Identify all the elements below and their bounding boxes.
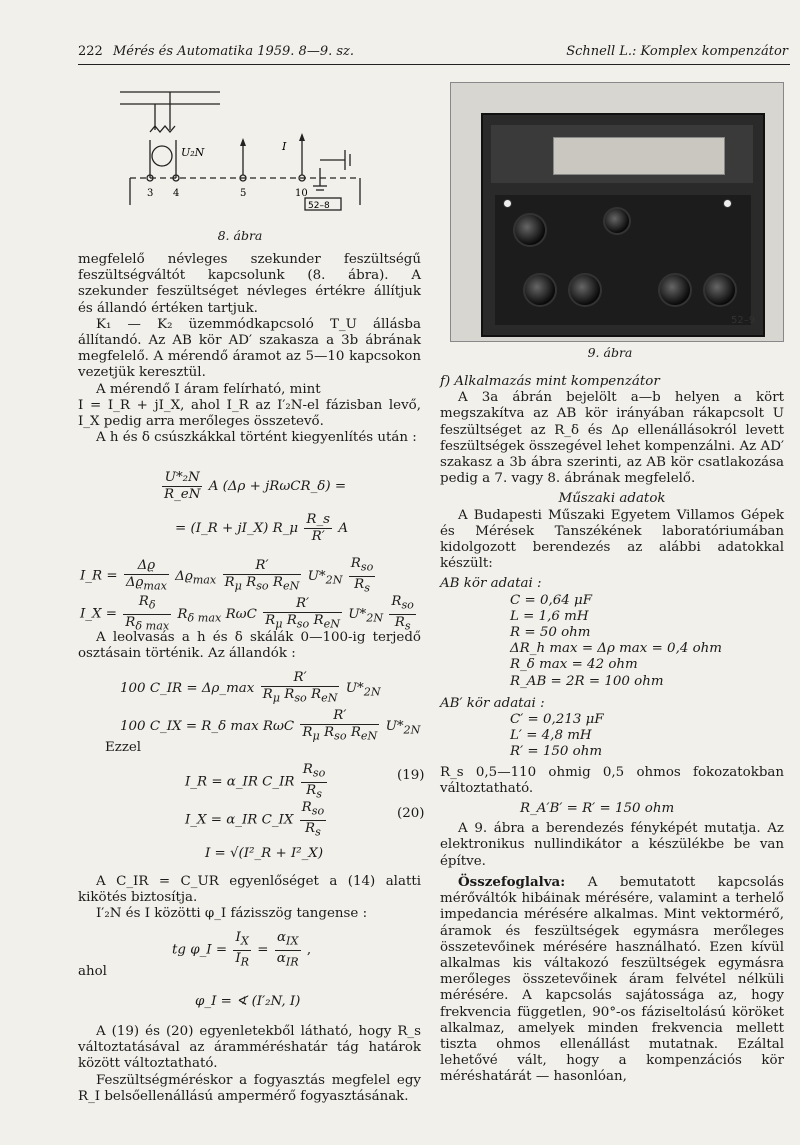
right-paragraph-1: A 3a ábrán bejelölt a—b helyen a kört megszakítva az AB kör irányában rákapcsolt U feszültséget az R_δ és Δρ ellenállásokról levett feszültségek összegével lehet kompenzálni. Az AD′ szakasz a 3b ábra szerinti, az AB kör csatlakozása pedig a 7. vagy 8. ábrának megfelelő. (440, 390, 784, 487)
eq2-tail: A (338, 521, 348, 536)
eq1-numerator: U*₂N (162, 470, 202, 487)
figure-9-photo (450, 82, 784, 342)
left-bottom-paragraphs (78, 1024, 421, 1105)
tg-lhs: tg φ_I = (172, 942, 228, 958)
equation-phase: φ_I = ∢ (I′₂N, I) (195, 994, 301, 1009)
left-paragraph-7: A C_IR = C_UR egyenlőséget a (14) alatti kikötés biztosítja. (78, 874, 421, 906)
abp-value: L′ = 4,8 mH (510, 728, 592, 744)
ix-lhs: I_X = (80, 606, 117, 622)
equation-c-ix: 100 C_IX = R_δ max RωC $\frac{R'}{R_\mu R_{so} R_{eN}}$ $U*_{2N}$ (120, 708, 421, 743)
fig8-label-u2n: U₂N (181, 146, 205, 159)
abp-value: R′ = 150 ohm (510, 744, 603, 760)
scale-window (553, 137, 725, 175)
left-paragraph-2: K₁ — K₂ üzemmódkapcsoló T_U állásba állítandó. Az AB kör AD′ szakasza a 3b ábrának megfelelő. A mérendő áramot az 5—10 kapcsokon vezetjük keresztül. (78, 316, 421, 381)
figure-9-caption: 9. ábra (587, 345, 633, 360)
equation-balance (160, 470, 346, 503)
ab-value: R_δ max = 42 ohm (510, 657, 638, 673)
equation-20: I_X = α_IR C_IX $\frac{R_{so}}{R_s}$ (185, 800, 325, 839)
fig8-plate-label: 52–8 (308, 201, 330, 211)
fig8-terminal-4: 4 (173, 188, 180, 199)
summary-paragraph (440, 874, 784, 1086)
eq1-rest: A (Δρ + jRωCR_δ) = (208, 479, 347, 494)
ab-value: R_AB = 2R = 100 ohm (510, 673, 664, 689)
article-running-title: Schnell L.: Komplex kompenzátor (566, 44, 788, 59)
right-paragraph-2: A Budapesti Műszaki Egyetem Villamos Gépek és Mérések Tanszékének laboratóriumában kidolgozott berendezés az alábbi adatokkal készült: (440, 507, 784, 572)
ab-value: R = 50 ohm (510, 625, 591, 641)
ab-circuit-title: AB kör adatai : (440, 576, 542, 592)
knob-2 (603, 207, 631, 235)
left-paragraph-10: Feszültségméréskor a fogyasztás megfelel egy R_I belsőellenállású ampermérő fogyasztásának. (78, 1072, 421, 1104)
summary-label: Összefoglalva: (458, 873, 566, 890)
right-paragraph-3: A 9. ábra a berendezés fényképét mutatja. Az elektronikus nullindikátor a készülékbe be van építve. (440, 821, 784, 869)
knob-4 (568, 273, 602, 307)
ahol-label: ahol (78, 964, 107, 979)
abp-circuit-title: AB′ kör adatai : (440, 695, 545, 711)
fig8-terminal-10: 10 (295, 188, 308, 199)
equation-balance-2 (175, 512, 348, 545)
equation-magnitude: I = √(I²_R + I²_X) (205, 846, 324, 861)
equation-tangent: tg φ_I = $\frac{I_X}{I_R}$ = $\frac{\alpha_{IX}}{\alpha_{IR}}$ , (172, 930, 312, 969)
ezzel-label: Ezzel (105, 740, 142, 755)
figure-8-caption: 8. ábra (217, 228, 263, 243)
left-middle-paragraphs (78, 874, 421, 923)
fig8-terminal-5: 5 (240, 188, 247, 199)
left-column-top (78, 252, 421, 446)
left-paragraph-4: I = I_R + jI_X, ahol I_R az I′₂N-el fázisban levő, I_X pedig arra merőleges összetevő. (78, 397, 421, 430)
equation-ix: I_X = $\frac{R_\delta}{R_{\delta max}}$ $R_{\delta max}$ RωC $\frac{R'}{R_\mu R_{so} R_{eN}}$ $U*_{2N}$ $\frac{R_{so}}{R_s}$ (80, 594, 414, 633)
equation-ir: I_R = $\frac{\Delta ϱ}{\Delta ϱ_{max}}$ $\Delta ϱ_{max}$ $\frac{R'}{R_\mu R_{so} R_{eN}}$ $U*_{2N}$ $\frac{R_{so}}{R_s}$ (80, 556, 374, 595)
section-f-title (440, 374, 784, 390)
eq2-numerator: R_s (306, 512, 331, 527)
left-paragraph-8: I′₂N és I közötti φ_I fázisszög tangense : (96, 906, 368, 922)
knob-5 (658, 273, 692, 307)
abp-value: C′ = 0,213 μF (510, 712, 604, 728)
knob-6 (703, 273, 737, 307)
right-column (440, 374, 784, 1086)
left-p6-text: A leolvasás a h és δ skálák 0—100-ig terjedő osztásain történik. Az állandók : (78, 630, 421, 662)
eq2-text: = (I_R + jI_X) R_μ (175, 521, 299, 536)
instrument-case (481, 113, 765, 337)
page-header-left (78, 44, 354, 59)
left-paragraph-6 (78, 630, 421, 662)
abp-circuit-values (440, 712, 784, 761)
fig8-terminal-3: 3 (147, 188, 154, 199)
left-paragraph-3: A mérendő I áram felírható, mint (96, 381, 321, 397)
equation-20-number: (20) (397, 806, 425, 821)
rs-range: R_s 0,5—110 ohmig 0,5 ohmos fokozatokban változtatható. (440, 764, 784, 796)
terminal-2 (723, 199, 732, 208)
header-rule (78, 64, 790, 65)
eq1-denominator: R_eN (164, 487, 201, 502)
eq2-denominator: R′ (311, 529, 325, 544)
ab-value: ΔR_h max = Δρ max = 0,4 ohm (510, 641, 722, 657)
left-paragraph-5: A h és δ csúszkákkal történt kiegyenlítés után : (96, 430, 417, 446)
equation-19: I_R = α_IR C_IR $\frac{R_{so}}{R_s}$ (185, 762, 326, 801)
equation-c-ir: 100 C_IR = Δρ_max $\frac{R'}{R_\mu R_{so} R_{eN}}$ $U*_{2N}$ (120, 670, 381, 705)
section-f-text: f) Alkalmazás mint kompenzátor (440, 374, 660, 389)
photo-plate-label: 52–9 (731, 315, 756, 326)
figure-8-circuit (110, 80, 380, 225)
page-number: 222 (78, 44, 103, 59)
ir-lhs: I_R = (80, 568, 118, 584)
left-paragraph-9: A (19) és (20) egyenletekből látható, hogy R_s változtatásával az áramméréshatár tág határok között változtatható. (78, 1024, 421, 1072)
c-ix-text: 100 C_IX = R_δ max RωC (120, 718, 295, 734)
tech-data-title: Műszaki adatok (558, 491, 666, 507)
ab-circuit-values (440, 593, 784, 690)
summary-text: A bemutatott kapcsolás mérőváltók hibáinak mérésére, valamint a terhelő impedancia mérésére alkalmas. Mint vektormérő, áramok és feszültségek egymásra merőleges összetevőinek mérésére használható. Ezen kívül alkalmas kis váltakozó feszültségek egymásra merőleges összetevőinek áram felvétel nélküli mérésére. A kapcsolás sajátossága az, hogy frekvencia független, 90°-os fáziseltolású köröket alkalmaz, amelyek minden frekvencia mellett tiszta ohmos ellenállást mutatnak. Ezáltal lehetővé vált, hogy a kompenzációs kör méréshatárát — hasonlóan, (440, 874, 784, 1085)
fig8-label-i: I (282, 140, 287, 153)
ab-value: L = 1,6 mH (510, 608, 589, 624)
terminal-1 (503, 199, 512, 208)
equation-19-number: (19) (397, 768, 425, 783)
knob-3 (523, 273, 557, 307)
journal-title: Mérés és Automatika 1959. 8—9. sz. (112, 44, 355, 59)
c-ir-text: 100 C_IR = Δρ_max (120, 680, 255, 696)
ab-value: C = 0,64 μF (510, 592, 593, 608)
eq19-text: I_R = α_IR C_IR (185, 774, 295, 790)
left-paragraph-1: megfelelő névleges szekunder feszültségű feszültségváltót kapcsolunk (8. ábra). A szekunder feszültséget névleges értékre állítjuk és állandó értéken tartjuk. (78, 252, 421, 316)
eq20-text: I_X = α_IR C_IX (185, 812, 294, 828)
knob-1 (513, 213, 547, 247)
rab-value: R_A′B′ = R′ = 150 ohm (520, 801, 675, 817)
